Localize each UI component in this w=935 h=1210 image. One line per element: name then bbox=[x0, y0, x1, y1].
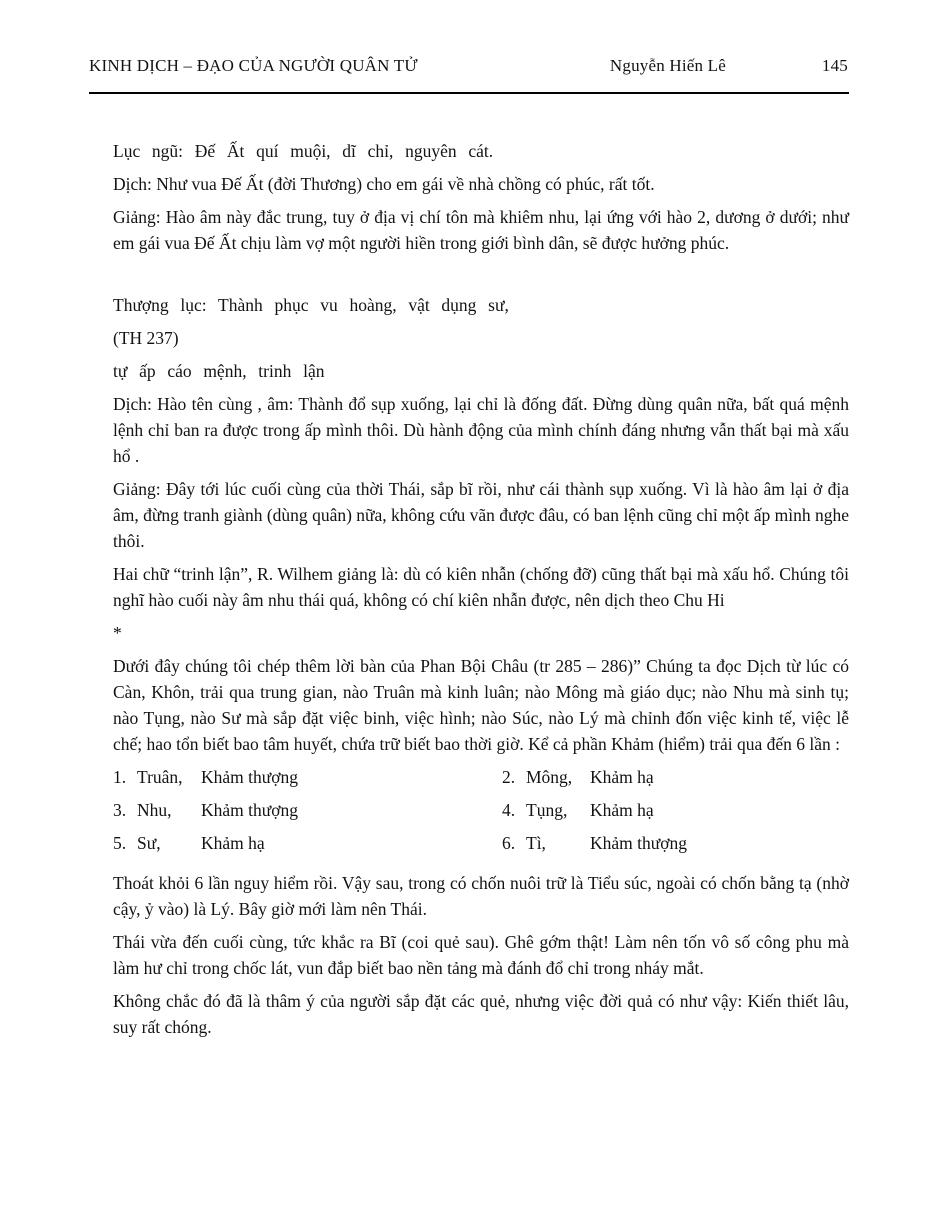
paragraph-khong-chac: Không chắc đó đã là thâm ý của người sắp đặt các quẻ, nhưng việc đời quả có như vậy: Kiến thiết lâu, suy rất chóng. bbox=[113, 991, 849, 1037]
paragraph-phan-boi-chau: Dưới đây chúng tôi chép thêm lời bàn của Phan Bội Châu (tr 285 – 286)” Chúng ta đọc Dịch từ lúc có Càn, Khôn, trải qua trung gian, nào Truân mà kinh luân; nào Mông mà giáo dục; nào Nhu mà sinh tụ; nào Tụng, nào Sư mà sắp đặt việc binh, việc hình; nào Súc, nào Lý mà chỉnh đốn việc kinh tế, việc lễ chế; hao tổn biết bao tâm huyết, chứa trữ biết bao thời giờ. Kể cả phần Khảm (hiểm) trải qua đến 6 lần : bbox=[113, 656, 849, 754]
running-header bbox=[89, 56, 848, 76]
paragraph-luc-ngu: Lục ngũ: Đế Ất quí muội, dĩ chỉ, nguyên cát. bbox=[113, 141, 494, 161]
hexagram-name: Truân, bbox=[137, 767, 183, 787]
paragraph-thuong-luc: Thượng lục: Thành phục vu hoàng, vật dụng sư, bbox=[113, 295, 509, 315]
hexagram-list bbox=[113, 764, 849, 863]
hexagram-name: Nhu, bbox=[137, 800, 172, 820]
paragraph-giang-2: Giảng: Đây tới lúc cuối cùng của thời Thái, sắp bĩ rồi, như cái thành sụp xuống. Vì là hào âm lại ở địa âm, đừng tranh giành (dùng quân) nữa, không cứu vãn được đâu, có ban lệnh cũng chỉ một ấp mình nghe thôi. bbox=[113, 479, 849, 551]
kham-position: Khảm hạ bbox=[590, 800, 654, 820]
page-number: 145 bbox=[821, 56, 848, 75]
hexagram-name: Mông, bbox=[526, 767, 573, 787]
item-number: 6. bbox=[502, 833, 516, 853]
paragraph-asterisk: * bbox=[113, 623, 122, 643]
list-item-su bbox=[113, 830, 502, 856]
paragraph-dich-2: Dịch: Hào tên cùng , âm: Thành đổ sụp xuống, lại chỉ là đống đất. Đừng dùng quân nữa, bất quá mệnh lệnh chỉ ban ra được trong ấp mình thôi. Dù hành động của mình chính đáng nhưng vẫn thất bại mà xấu hổ . bbox=[113, 394, 849, 466]
item-number: 3. bbox=[113, 800, 127, 820]
list-item-ti bbox=[502, 830, 849, 856]
list-item-mong bbox=[502, 764, 849, 790]
paragraph-giang-1: Giảng: Hào âm này đắc trung, tuy ở địa vị chí tôn mà khiêm nhu, lại ứng với hào 2, dương ở dưới; như em gái vua Đế Ất chịu làm vợ một người hiền trong giới bình dân, sẽ được hưởng phúc. bbox=[113, 207, 849, 253]
paragraph-thai-vua: Thái vừa đến cuối cùng, tức khắc ra Bĩ (coi quẻ sau). Ghê gớm thật! Làm nên tốn vô số công phu mà làm hư chỉ trong chốc lát, vun đắp biết bao nền tảng mà đánh đổ chỉ trong nháy mắt. bbox=[113, 932, 849, 978]
item-number: 5. bbox=[113, 833, 127, 853]
paragraph-hai-chu: Hai chữ “trinh lận”, R. Wilhem giảng là: dù có kiên nhẫn (chống đỡ) cũng thất bại mà xấu hổ. Chúng tôi nghĩ hào cuối này âm nhu thái quá, không có chí kiên nhẫn được, nên dịch theo Chu Hi bbox=[113, 564, 849, 610]
paragraph-tu-ap: tự ấp cáo mệnh, trinh lận bbox=[113, 361, 325, 381]
page-body bbox=[113, 138, 849, 1040]
hexagram-name: Sư, bbox=[137, 833, 161, 853]
kham-position: Khảm hạ bbox=[201, 833, 265, 853]
hexagram-name: Tì, bbox=[526, 833, 546, 853]
header-rule bbox=[89, 92, 849, 94]
paragraph-dich-1: Dịch: Như vua Đế Ất (đời Thương) cho em gái về nhà chồng có phúc, rất tốt. bbox=[113, 174, 655, 194]
kham-position: Khảm hạ bbox=[590, 767, 654, 787]
paragraph-thoat-khoi: Thoát khỏi 6 lần nguy hiểm rồi. Vậy sau, trong có chốn nuôi trữ là Tiểu súc, ngoài có chốn bằng tạ (nhờ cậy, ỷ vào) là Lý. Bây giờ mới làm nên Thái. bbox=[113, 873, 849, 919]
author-name: Nguyễn Hiến Lê bbox=[609, 56, 726, 75]
kham-position: Khảm thượng bbox=[201, 767, 298, 787]
list-item-nhu bbox=[113, 797, 502, 823]
kham-position: Khảm thượng bbox=[590, 833, 687, 853]
kham-position: Khảm thượng bbox=[201, 800, 298, 820]
item-number: 1. bbox=[113, 767, 127, 787]
hexagram-name: Tụng, bbox=[526, 800, 568, 820]
item-number: 4. bbox=[502, 800, 516, 820]
list-item-truan bbox=[113, 764, 502, 790]
paragraph-th-ref: (TH 237) bbox=[113, 328, 179, 348]
list-item-tung bbox=[502, 797, 849, 823]
book-title: KINH DỊCH – ĐẠO CỦA NGƯỜI QUÂN TỬ bbox=[89, 56, 418, 75]
item-number: 2. bbox=[502, 767, 516, 787]
